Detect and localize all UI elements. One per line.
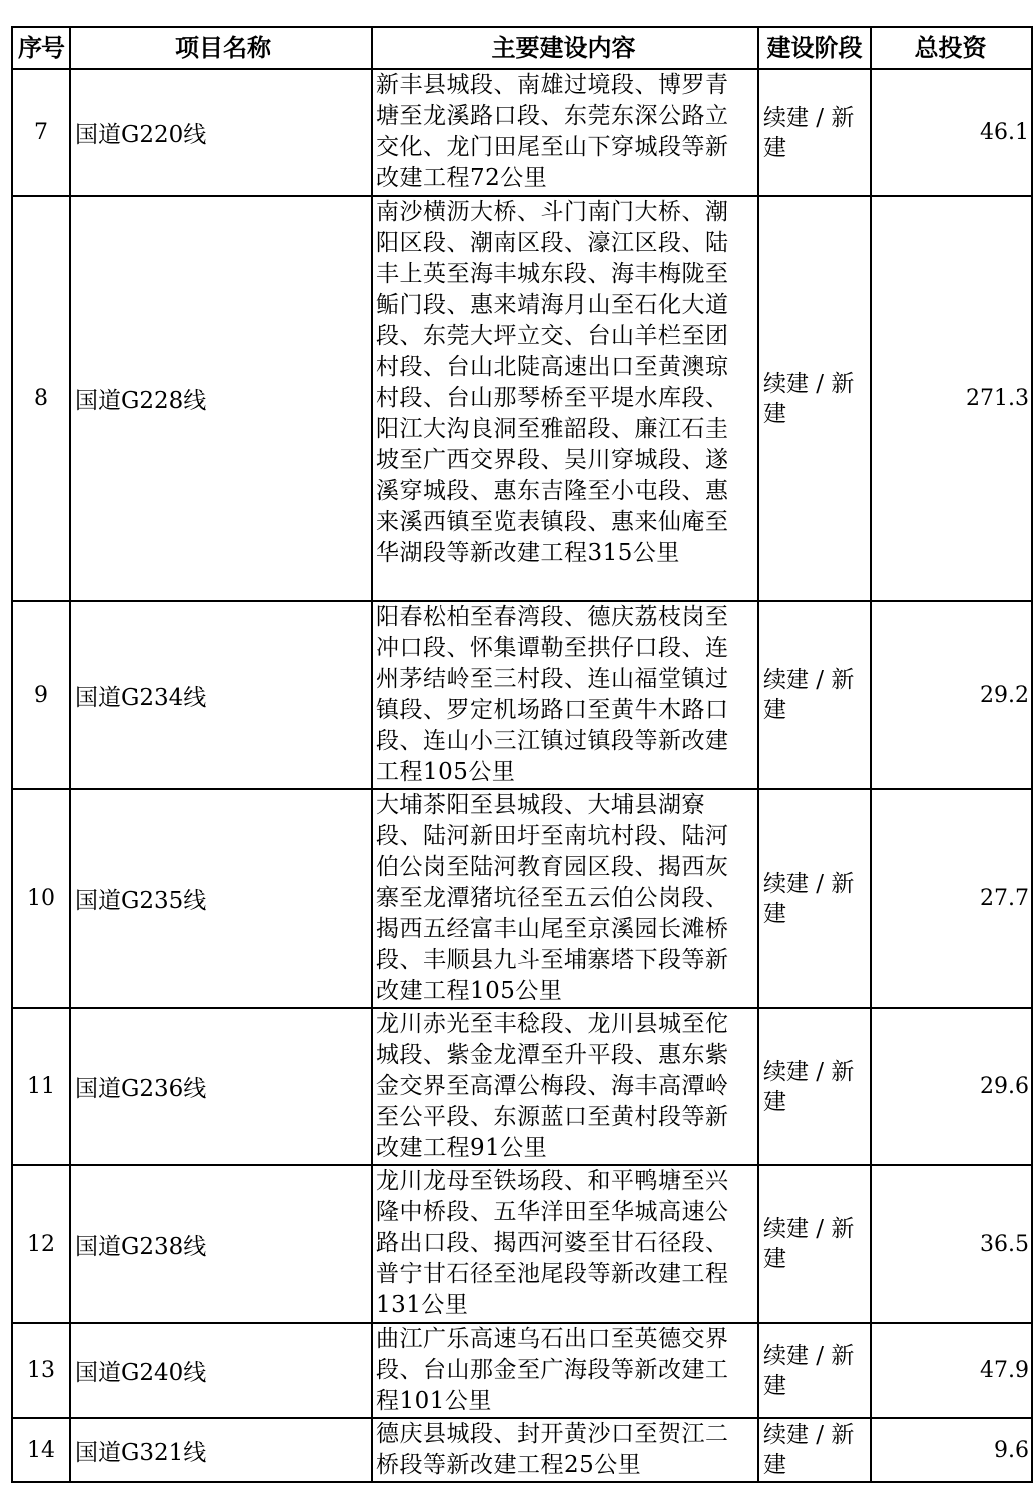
row-name: 国道G234线: [70, 601, 372, 789]
table-row: [12, 1418, 1032, 1482]
row-stage: 续建 / 新建: [758, 1418, 871, 1482]
row-investment: 9.6: [871, 1418, 1032, 1482]
row-investment: 27.7: [871, 789, 1032, 1008]
table-row: [12, 196, 1032, 601]
table-row: [12, 789, 1032, 1008]
row-investment: 271.3: [871, 196, 1032, 601]
row-content: 德庆县城段、封开黄沙口至贺江二桥段等新改建工程25公里: [372, 1418, 758, 1482]
table-row: [12, 1323, 1032, 1418]
row-stage: 续建 / 新建: [758, 69, 871, 196]
projects-table: [11, 26, 1033, 1483]
row-investment: 47.9: [871, 1323, 1032, 1418]
row-index: 8: [12, 196, 70, 601]
row-investment: 36.5: [871, 1165, 1032, 1323]
row-name: 国道G321线: [70, 1418, 372, 1482]
row-index: 10: [12, 789, 70, 1008]
row-content: 龙川龙母至铁场段、和平鸭塘至兴隆中桥段、五华洋田至华城高速公路出口段、揭西河婆至甘石径段、普宁甘石径至池尾段等新改建工程131公里: [372, 1165, 758, 1323]
row-investment: 46.1: [871, 69, 1032, 196]
header-stage: 建设阶段: [758, 27, 871, 69]
header-row: [12, 27, 1032, 69]
row-investment: 29.2: [871, 601, 1032, 789]
row-content: 阳春松柏至春湾段、德庆荔枝岗至冲口段、怀集谭勒至拱仔口段、连州茅结岭至三村段、连山福堂镇过镇段、罗定机场路口至黄牛木路口段、连山小三江镇过镇段等新改建工程105公里: [372, 601, 758, 789]
table-row: [12, 69, 1032, 196]
row-content: 曲江广乐高速乌石出口至英德交界段、台山那金至广海段等新改建工程101公里: [372, 1323, 758, 1418]
row-index: 12: [12, 1165, 70, 1323]
row-content: 新丰县城段、南雄过境段、博罗青塘至龙溪路口段、东莞东深公路立交化、龙门田尾至山下穿城段等新改建工程72公里: [372, 69, 758, 196]
header-index: 序号: [12, 27, 70, 69]
row-content: 龙川赤光至丰稔段、龙川县城至佗城段、紫金龙潭至升平段、惠东紫金交界至高潭公梅段、海丰高潭岭至公平段、东源蓝口至黄村段等新改建工程91公里: [372, 1008, 758, 1165]
row-name: 国道G235线: [70, 789, 372, 1008]
row-index: 7: [12, 69, 70, 196]
row-stage: 续建 / 新建: [758, 789, 871, 1008]
row-name: 国道G220线: [70, 69, 372, 196]
row-content: 大埔茶阳至县城段、大埔县湖寮段、陆河新田圩至南坑村段、陆河伯公岗至陆河教育园区段、揭西灰寨至龙潭猪坑径至五云伯公岗段、揭西五经富丰山尾至京溪园长滩桥段、丰顺县九斗至埔寨塔下段等新改建工程105公里: [372, 789, 758, 1008]
row-content: 南沙横沥大桥、斗门南门大桥、潮阳区段、潮南区段、濠江区段、陆丰上英至海丰城东段、海丰梅陇至鲘门段、惠来靖海月山至石化大道段、东莞大坪立交、台山羊栏至团村段、台山北陡高速出口至黄澳琼村段、台山那琴桥至平堤水库段、阳江大沟良洞至雅韶段、廉江石圭坡至广西交界段、吴川穿城段、遂溪穿城段、惠东吉隆至小屯段、惠来溪西镇至览表镇段、惠来仙庵至华湖段等新改建工程315公里: [372, 196, 758, 601]
row-stage: 续建 / 新建: [758, 601, 871, 789]
header-name: 项目名称: [70, 27, 372, 69]
row-name: 国道G240线: [70, 1323, 372, 1418]
row-name: 国道G228线: [70, 196, 372, 601]
header-investment: 总投资: [871, 27, 1032, 69]
row-stage: 续建 / 新建: [758, 1165, 871, 1323]
row-index: 11: [12, 1008, 70, 1165]
table-row: [12, 1008, 1032, 1165]
header-content: 主要建设内容: [372, 27, 758, 69]
row-index: 13: [12, 1323, 70, 1418]
row-name: 国道G238线: [70, 1165, 372, 1323]
row-index: 14: [12, 1418, 70, 1482]
row-name: 国道G236线: [70, 1008, 372, 1165]
row-index: 9: [12, 601, 70, 789]
row-investment: 29.6: [871, 1008, 1032, 1165]
table-row: [12, 601, 1032, 789]
row-stage: 续建 / 新建: [758, 1323, 871, 1418]
table-row: [12, 1165, 1032, 1323]
row-stage: 续建 / 新建: [758, 196, 871, 601]
row-stage: 续建 / 新建: [758, 1008, 871, 1165]
